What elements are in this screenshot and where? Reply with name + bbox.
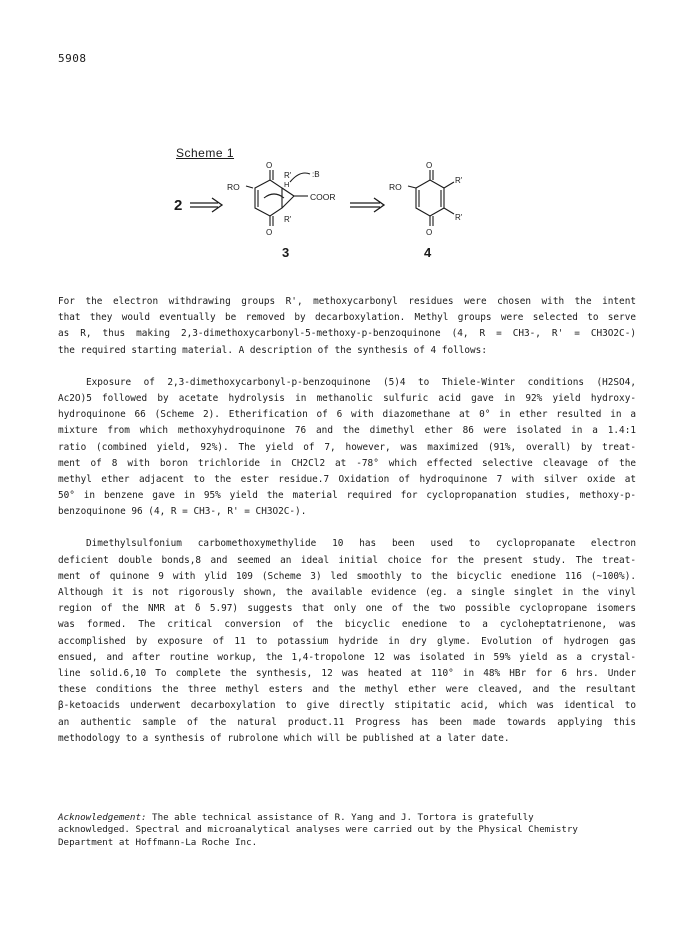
- compound-4-label: 4: [424, 245, 432, 260]
- substituent-r-prime-label: R': [284, 171, 292, 180]
- compound-2-label: 2: [174, 197, 183, 214]
- base-label: :B: [312, 170, 320, 179]
- reaction-arrow-icon: [190, 198, 222, 212]
- carbonyl-o-label-4-bottom: O: [426, 228, 433, 237]
- structure-4-icon: [408, 170, 454, 226]
- text-line: β-ketoacids underwent decarboxylation to give directly stipitatic acid, which was identical to: [58, 700, 636, 712]
- text-line: as R, thus making 2,3-dimethoxycarbonyl-5-methoxy-p-benzoquinone (4, R = CH3-, R' = CH3O2C-): [58, 328, 636, 340]
- substituent-r-prime-label-4a: R': [455, 176, 463, 185]
- acknowledgement: [58, 812, 638, 849]
- text-line: the required starting material. A description of the synthesis of 4 follows:: [58, 344, 487, 356]
- text-line: ratio (combined yield, 92%). The yield of 7, however, was maximized (91%, overall) by treat-: [58, 441, 636, 453]
- text-line: Exposure of 2,3-dimethoxycarbonyl-p-benzoquinone (5)4 to Thiele-Winter conditions (H2SO4,: [86, 376, 636, 388]
- text-line: methodology to a synthesis of rubrolone which will be published at a later date.: [58, 732, 510, 744]
- text-line: an authentic sample of the natural product.11 Progress has been made towards applying this: [58, 716, 636, 728]
- text-line: methyl ether adjacent to the ester residue.7 Oxidation of hydroquinone 7 with silver oxide at: [58, 473, 636, 485]
- substituent-ro-label: RO: [227, 182, 240, 192]
- acknowledgement-line-1: [58, 812, 638, 824]
- page-number: 5908: [58, 52, 87, 65]
- paragraph-2: [58, 375, 636, 521]
- substituent-r-prime-label-4b: R': [455, 213, 463, 222]
- text-line: that they would eventually be removed by decarboxylation. Methyl groups were selected to serve: [58, 312, 636, 324]
- substituent-ro-label-4: RO: [389, 182, 402, 192]
- scheme-figure: [160, 160, 490, 270]
- reaction-arrow-icon-2: [350, 198, 384, 212]
- text-line: Dimethylsulfonium carbomethoxymethylide 10 has been used to cyclopropanate electron: [86, 538, 636, 550]
- text-line: Ac2O)5 followed by acetate hydrolysis in methanolic sulfuric acid gave in 92% yield hydroxy-: [58, 392, 636, 404]
- substituent-r-prime-label-lower: R': [284, 215, 292, 224]
- acknowledgement-line-3: Department at Hoffmann-La Roche Inc.: [58, 836, 258, 848]
- acknowledgement-line-2: acknowledged. Spectral and microanalytical analyses were carried out by the Physical Chemistry: [58, 824, 578, 836]
- text-line: hydroquinone 66 (Scheme 2). Etherification of 6 with diazomethane at 0° in ether resulted in a: [58, 409, 636, 421]
- hydrogen-label: H: [284, 180, 290, 189]
- text-line: benzoquinone 96 (4, R = CH3-, R' = CH3O2C-).: [58, 506, 307, 518]
- carbonyl-o-label: O: [266, 161, 273, 170]
- paragraph-1: [58, 294, 636, 359]
- text-line: Although it is not rigorously shown, the available evidence (eg. a single singlet in the vinyl: [58, 587, 636, 598]
- text-line: ensued, and after routine workup, the 1,4-tropolone 12 was isolated in 59% yield as a crystal-: [58, 651, 636, 663]
- acknowledgement-text: The able technical assistance of R. Yang and J. Tortora is gratefully: [146, 812, 534, 823]
- scheme-title: Scheme 1: [176, 146, 235, 160]
- text-line: ment of 8 with boron trichloride in CH2Cl2 at -78° which effected selective cleavage of the: [58, 457, 636, 469]
- paragraph-3: [58, 536, 636, 746]
- text-line: deficient double bonds,8 and seemed an ideal initial choice for the present study. The treat-: [58, 554, 636, 566]
- reaction-scheme-svg: [160, 160, 490, 270]
- text-line: these conditions the three methyl esters and the methyl ether were cleaved, and the resultant: [58, 684, 636, 696]
- article-body: [58, 294, 636, 763]
- text-line: ment of quinone 9 with ylid 109 (Scheme 3) led smoothly to the bicyclic enedione 116 (~100%).: [58, 570, 636, 582]
- compound-3-label: 3: [282, 245, 290, 260]
- acknowledgement-label: Acknowledgement:: [58, 812, 147, 823]
- text-line: mixture from which methoxyhydroquinone 76 and the dimethyl ether 86 were isolated in a 1.4:1: [58, 425, 636, 437]
- carbonyl-o-label-bottom: O: [266, 228, 273, 237]
- text-line: line solid.6,10 To complete the synthesis, 12 was heated at 110° in 48% HBr for 6 hrs. Under: [58, 667, 636, 679]
- text-line: For the electron withdrawing groups R', methoxycarbonyl residues were chosen with the intent: [58, 296, 636, 307]
- text-line: was formed. The critical conversion of the bicyclic enedione to a cycloheptatrienone, was: [58, 619, 636, 631]
- text-line: 50° in benzene gave in 95% yield the material required for cyclopropanation studies, methoxy-p-: [58, 490, 636, 502]
- coor-label: COOR: [310, 192, 336, 202]
- structure-3-icon: [246, 170, 310, 226]
- text-line: accomplished by exposure of 11 to potassium hydride in dry glyme. Evolution of hydrogen gas: [58, 635, 636, 647]
- carbonyl-o-label-4: O: [426, 161, 433, 170]
- text-line: region of the NMR at δ 5.97) suggests that only one of the two possible cyclopropane isomers: [58, 603, 636, 615]
